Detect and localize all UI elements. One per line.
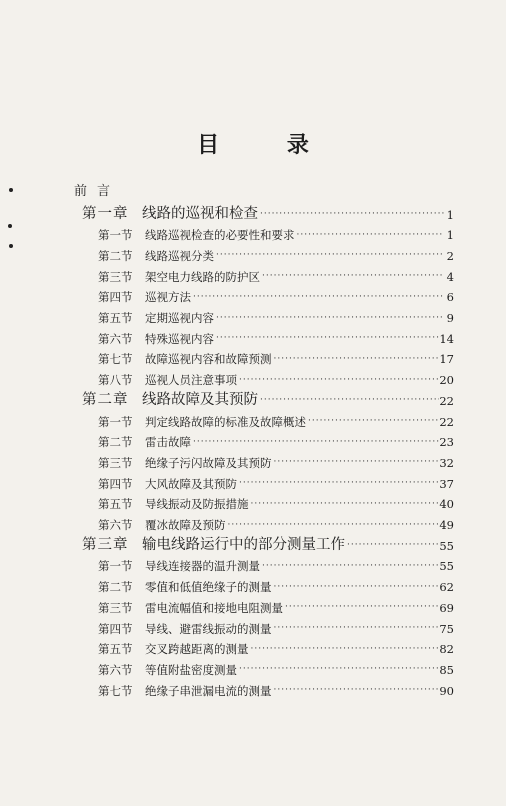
toc-entry-number: 第二节 — [98, 580, 133, 595]
toc-entry-title: 导线振动及防振措施 — [145, 497, 249, 512]
toc-section-entry — [98, 470, 454, 490]
toc-page-number: 1 — [446, 228, 454, 243]
toc-entry-number: 第六节 — [98, 518, 133, 532]
toc-chapter-entry — [82, 532, 454, 552]
dot-leader — [228, 521, 440, 530]
toc-page-number: 69 — [439, 600, 454, 615]
toc-entry-number: 第一章 — [82, 205, 129, 222]
toc-section-entry — [98, 677, 454, 697]
toc-entry-number: 第四节 — [98, 476, 133, 491]
preface-entry: 前言 — [74, 184, 121, 199]
toc-page-number: 4 — [446, 269, 454, 284]
toc-page-number: 75 — [439, 621, 454, 636]
dot-leader — [216, 251, 444, 260]
dot-leader — [274, 583, 440, 592]
dot-leader — [347, 541, 439, 550]
dot-leader — [260, 210, 444, 219]
dot-leader — [239, 665, 439, 674]
toc-entry-number: 第五节 — [98, 311, 133, 325]
toc-entry-title: 雷击故障 — [145, 435, 191, 450]
toc-entry-title: 特殊巡视内容 — [145, 331, 214, 346]
toc-chapter-entry — [82, 387, 454, 407]
toc-entry-number: 第七节 — [98, 352, 133, 367]
toc-entry-number: 第一节 — [98, 559, 133, 574]
toc-page-number: 17 — [439, 352, 454, 367]
toc-entry-number: 第三节 — [98, 600, 133, 615]
dot-leader — [193, 438, 439, 447]
toc-page-number: 55 — [439, 559, 454, 574]
dot-leader — [262, 562, 439, 571]
toc-entry-title: 判定线路故障的标准及故障概述 — [145, 414, 306, 429]
toc-entry-title: 巡视方法 — [145, 290, 191, 305]
dot-leader — [274, 624, 440, 633]
toc-section-entry — [98, 325, 454, 345]
toc-page-number: 49 — [439, 518, 454, 532]
toc-section-entry — [98, 242, 454, 262]
toc-entry-title: 线路巡视检查的必要性和要求 — [145, 228, 295, 243]
toc-page-number: 37 — [439, 476, 454, 491]
toc-chapter-entry — [82, 201, 454, 221]
toc-entry-number: 第三章 — [82, 536, 129, 553]
toc-entry-title: 等值附盐密度测量 — [145, 662, 237, 677]
toc-entry-number: 第四节 — [98, 290, 133, 305]
margin-spot — [9, 188, 13, 192]
toc-entry-title: 绝缘子污闪故障及其预防 — [145, 455, 272, 470]
toc-entry-number: 第六节 — [98, 662, 133, 677]
toc-entry-title: 导线连接器的温升测量 — [145, 559, 260, 574]
toc-page-number: 90 — [439, 683, 454, 698]
toc-page-number: 9 — [446, 311, 454, 325]
toc-page-number: 85 — [439, 662, 454, 677]
toc-entry-number: 第二节 — [98, 435, 133, 450]
toc-section-entry — [98, 346, 454, 366]
toc-section-entry — [98, 594, 454, 614]
page-title: 目 录 — [197, 132, 339, 158]
toc-entry-number: 第四节 — [98, 621, 133, 636]
dot-leader — [274, 686, 440, 695]
toc-entry-title: 雷电流幅值和接地电阻测量 — [145, 600, 283, 615]
toc-page-number: 1 — [446, 207, 454, 222]
toc-section-entry — [98, 284, 454, 304]
toc-entry-number: 第三节 — [98, 455, 133, 470]
toc-entry-number: 第八节 — [98, 373, 133, 388]
dot-leader — [274, 458, 440, 467]
toc-entry-number: 第一节 — [98, 414, 133, 429]
toc-entry-title: 线路的巡视和检查 — [142, 205, 258, 222]
dot-leader — [251, 645, 440, 654]
toc-page-number: 22 — [439, 393, 454, 408]
dot-leader — [239, 376, 439, 385]
toc-entry-number: 第二章 — [82, 391, 129, 408]
toc-entry-title: 架空电力线路的防护区 — [145, 269, 260, 284]
toc-entry-number: 第三节 — [98, 269, 133, 284]
toc-section-entry — [98, 429, 454, 449]
toc-entry-title: 线路故障及其预防 — [142, 391, 258, 408]
toc-entry-title: 输电线路运行中的部分测量工作 — [142, 536, 345, 553]
toc-entry-number: 第七节 — [98, 683, 133, 698]
toc-page-number: 22 — [439, 414, 454, 429]
dot-leader — [216, 314, 444, 323]
toc-page-number: 2 — [446, 248, 454, 263]
toc-page-number: 82 — [439, 642, 454, 657]
toc-section-entry — [98, 263, 454, 283]
toc-entry-title: 线路巡视分类 — [145, 248, 214, 263]
toc-entry-title: 巡视人员注意事项 — [145, 373, 237, 388]
dot-leader — [260, 396, 439, 405]
toc-entry-title: 故障巡视内容和故障预测 — [145, 352, 272, 367]
toc-entry-title: 交叉跨越距离的测量 — [145, 642, 249, 657]
toc-entry-title: 覆冰故障及预防 — [145, 518, 226, 532]
dot-leader — [285, 603, 439, 612]
toc-section-entry — [98, 367, 454, 387]
toc-section-entry — [98, 512, 454, 532]
dot-leader — [274, 355, 440, 364]
toc-entry-title: 绝缘子串泄漏电流的测量 — [145, 683, 272, 698]
toc-entry-title: 导线、避雷线振动的测量 — [145, 621, 272, 636]
dot-leader — [251, 500, 440, 509]
toc-entry-number: 第一节 — [98, 228, 133, 243]
toc-page-number: 62 — [439, 580, 454, 595]
toc-entry-number: 第五节 — [98, 642, 133, 657]
dot-leader — [308, 417, 439, 426]
toc-page-number: 6 — [446, 290, 454, 305]
toc-section-entry — [98, 305, 454, 325]
toc-page-number: 32 — [439, 455, 454, 470]
dot-leader — [262, 272, 444, 281]
dot-leader — [239, 479, 439, 488]
toc-section-entry — [98, 636, 454, 656]
toc-entry-number: 第二节 — [98, 248, 133, 263]
toc-section-entry — [98, 656, 454, 676]
toc-page-number: 23 — [439, 435, 454, 450]
toc-page-number: 40 — [439, 497, 454, 512]
dot-leader — [216, 334, 439, 343]
toc-section-entry — [98, 449, 454, 469]
toc-section-entry — [98, 615, 454, 635]
toc-section-entry — [98, 574, 454, 594]
toc-entry-number: 第五节 — [98, 497, 133, 512]
toc-entry-title: 零值和低值绝缘子的测量 — [145, 580, 272, 595]
toc-entry-title: 大风故障及其预防 — [145, 476, 237, 491]
toc-section-entry — [98, 553, 454, 573]
toc-page-number: 20 — [439, 373, 454, 388]
toc-page-number: 55 — [439, 538, 454, 553]
dot-leader — [193, 293, 444, 302]
margin-spot — [9, 244, 13, 248]
toc-page-number: 14 — [439, 331, 454, 346]
toc-section-entry — [98, 408, 454, 428]
toc-section-entry — [98, 222, 454, 242]
toc-section-entry — [98, 491, 454, 511]
toc-entry-number: 第六节 — [98, 331, 133, 346]
toc-entry-title: 定期巡视内容 — [145, 311, 214, 325]
dot-leader — [297, 231, 445, 240]
margin-spot — [8, 224, 12, 228]
